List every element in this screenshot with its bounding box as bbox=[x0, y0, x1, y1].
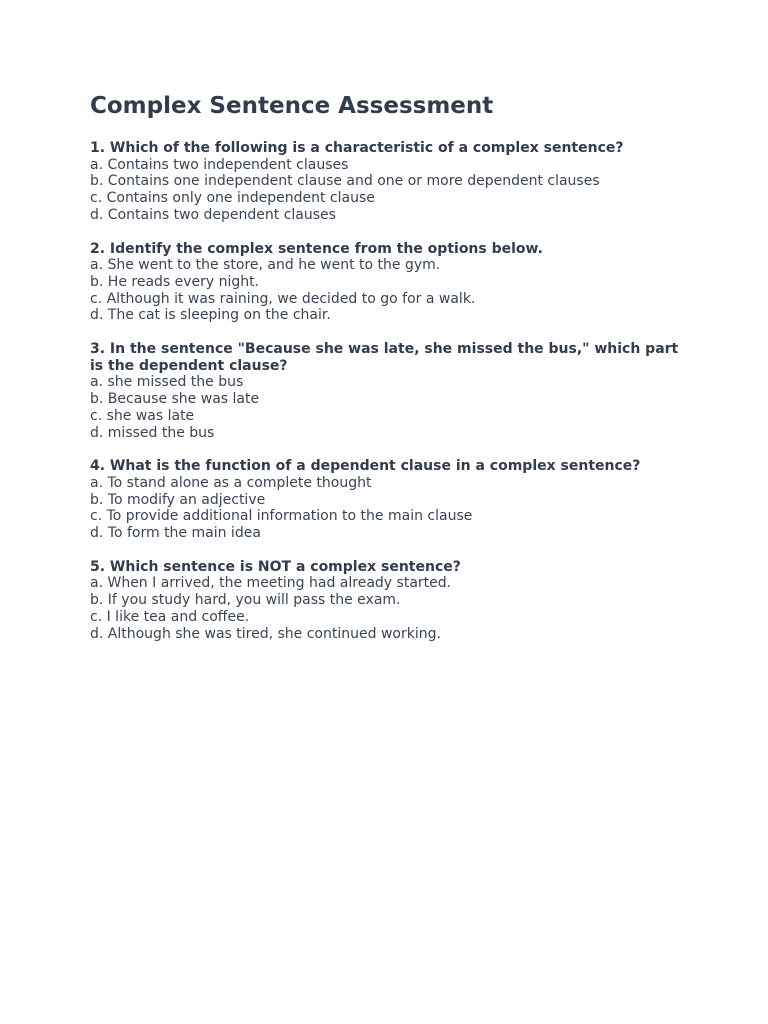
answer-option: a. Contains two independent clauses bbox=[90, 156, 349, 173]
answer-option: d. missed the bus bbox=[90, 424, 215, 441]
question-text: 1. Which of the following is a characteristic of a complex sentence? bbox=[90, 140, 624, 156]
page-title: Complex Sentence Assessment bbox=[90, 93, 494, 119]
answer-option: d. Contains two dependent clauses bbox=[90, 206, 336, 223]
question-text: 5. Which sentence is NOT a complex sentence? bbox=[90, 558, 461, 575]
question-2 bbox=[90, 241, 690, 325]
document-page bbox=[90, 90, 690, 659]
answer-option: b. Because she was late bbox=[90, 391, 260, 408]
question-text: 3. In the sentence "Because she was late, she missed the bus," which part is the dependent clause? bbox=[90, 341, 679, 374]
answer-option: d. To form the main idea bbox=[90, 525, 261, 542]
answer-option: a. To stand alone as a complete thought bbox=[90, 474, 372, 491]
answer-option: d. Although she was tired, she continued working. bbox=[90, 625, 441, 642]
question-5 bbox=[90, 559, 690, 643]
question-1 bbox=[90, 140, 690, 224]
answer-option: d. The cat is sleeping on the chair. bbox=[90, 307, 331, 324]
answer-option: c. I like tea and coffee. bbox=[90, 608, 250, 625]
question-3 bbox=[90, 341, 690, 441]
answer-option: b. To modify an adjective bbox=[90, 491, 266, 508]
answer-option: c. she was late bbox=[90, 407, 195, 424]
answer-option: a. She went to the store, and he went to the gym. bbox=[90, 257, 441, 274]
answer-option: c. Although it was raining, we decided to go for a walk. bbox=[90, 290, 476, 307]
question-4 bbox=[90, 458, 690, 542]
question-text: 4. What is the function of a dependent clause in a complex sentence? bbox=[90, 458, 641, 475]
answer-option: b. If you study hard, you will pass the exam. bbox=[90, 592, 401, 609]
question-text: 2. Identify the complex sentence from the options below. bbox=[90, 240, 543, 257]
answer-option: a. When I arrived, the meeting had already started. bbox=[90, 575, 452, 592]
answer-option: a. she missed the bus bbox=[90, 374, 244, 391]
answer-option: c. To provide additional information to the main clause bbox=[90, 508, 473, 525]
answer-option: c. Contains only one independent clause bbox=[90, 190, 375, 207]
answer-option: b. He reads every night. bbox=[90, 273, 260, 290]
answer-option: b. Contains one independent clause and one or more dependent clauses bbox=[90, 173, 600, 190]
